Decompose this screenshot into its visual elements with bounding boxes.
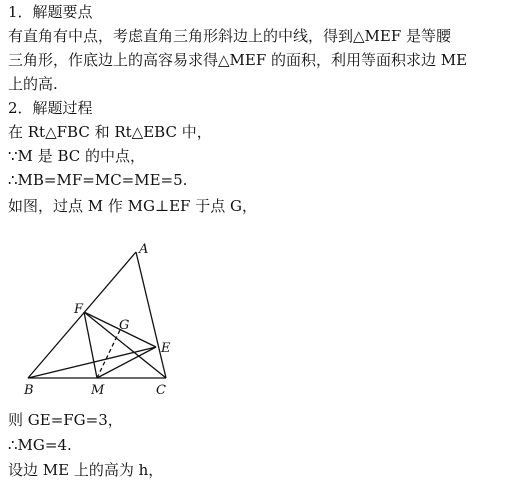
- section-title-key-points: 1．解题要点: [8, 3, 93, 21]
- text-line-6: 在 Rt△FBC 和 Rt△EBC 中，: [8, 123, 212, 141]
- label-G: G: [119, 318, 130, 333]
- label-F: F: [74, 302, 84, 317]
- text-line-10: 则 GE=FG=3，: [8, 411, 123, 429]
- text-line-9: 如图，过点 M 作 MG⊥EF 于点 G，: [8, 197, 257, 215]
- label-E: E: [161, 341, 171, 356]
- label-M: M: [91, 383, 105, 398]
- section-title-process: 2．解题过程: [8, 99, 93, 117]
- segment-MG-dashed: [97, 330, 120, 378]
- geometry-figure: [18, 243, 188, 403]
- label-B: B: [24, 383, 34, 398]
- text-line-3: 三角形，作底边上的高容易求得△MEF 的面积，利用等面积求边 ME: [8, 51, 468, 69]
- text-line-2: 有直角有中点，考虑直角三角形斜边上的中线，得到△MEF 是等腰: [8, 27, 452, 45]
- text-line-8: ∴MB=MF=MC=ME=5.: [8, 171, 188, 189]
- label-A: A: [139, 243, 149, 257]
- text-line-12: 设边 ME 上的高为 h，: [8, 461, 164, 479]
- triangle-diagram: [18, 243, 188, 403]
- segment-FM: [84, 312, 97, 378]
- label-C: C: [156, 383, 166, 398]
- text-line-11: ∴MG=4.: [8, 436, 72, 454]
- text-line-4: 上的高.: [8, 75, 58, 93]
- text-line-7: ∵M 是 BC 的中点，: [8, 147, 145, 165]
- segment-AC: [136, 252, 166, 378]
